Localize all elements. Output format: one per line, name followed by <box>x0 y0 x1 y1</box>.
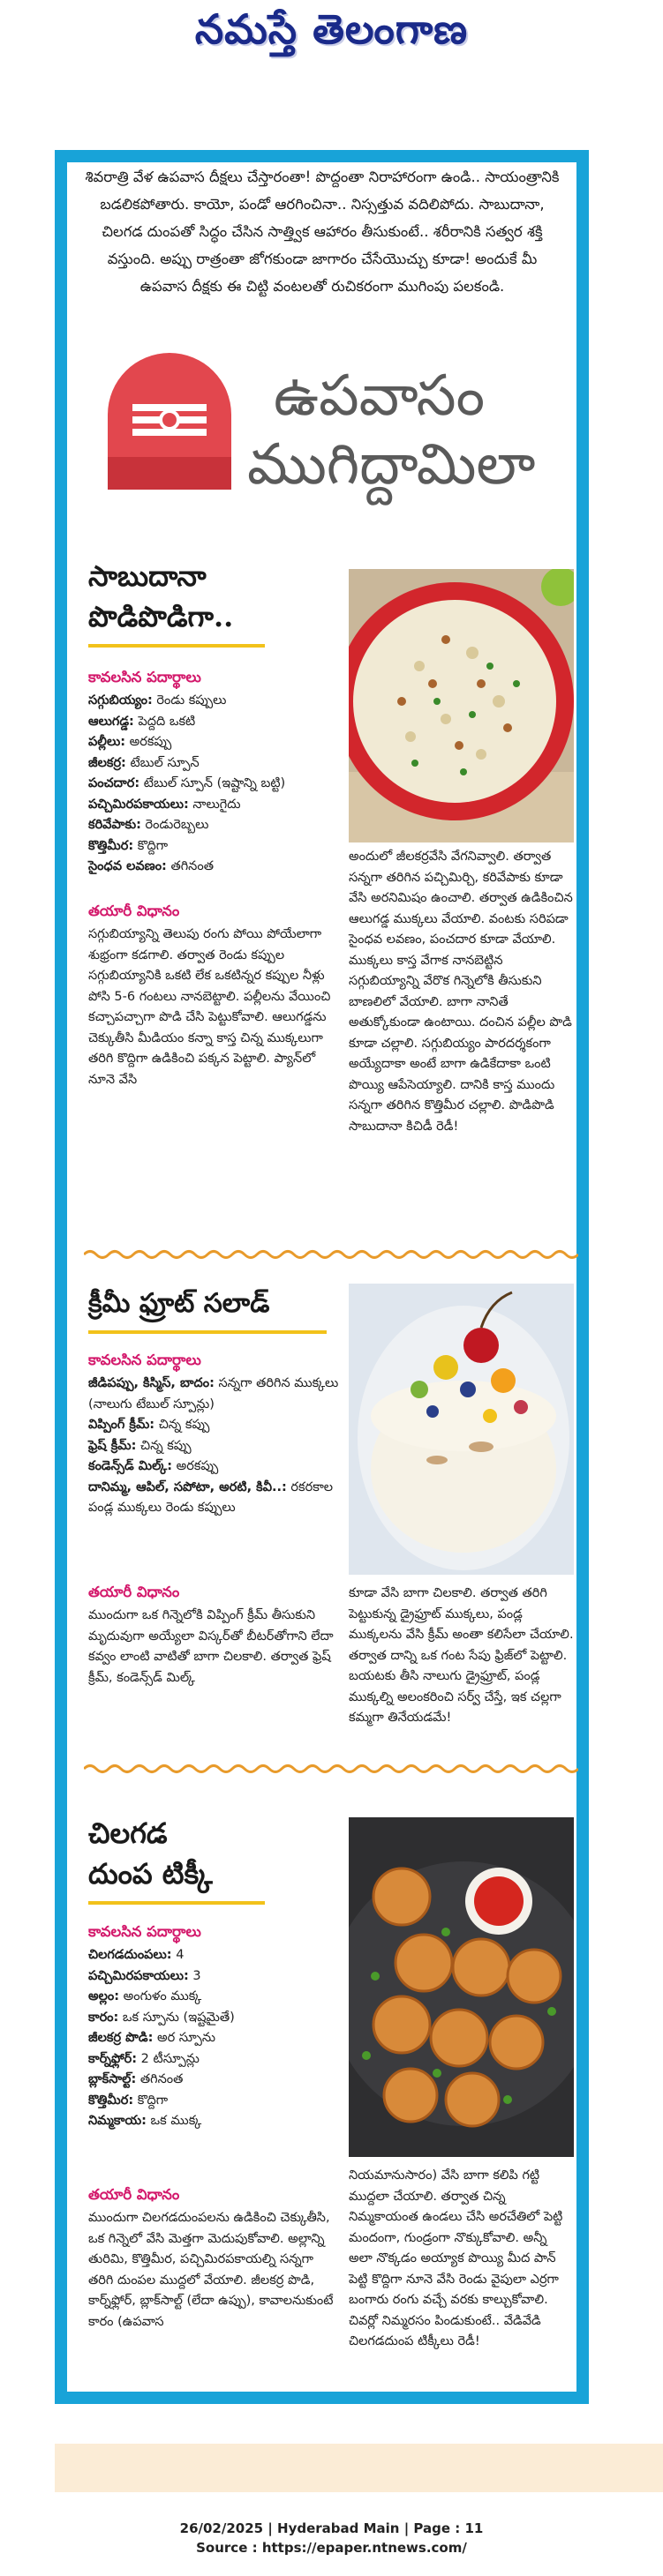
ingredient-item: విప్పింగ్‌ క్రీమ్‌: చిన్న కప్పు <box>88 1418 210 1432</box>
ingredient-item: పంచదార: టేబుల్‌ స్పూన్‌ (ఇష్టాన్ని బట్టి) <box>88 776 286 790</box>
ingredient-item: జీలకర్ర పొడి: అర స్పూను <box>88 2031 216 2045</box>
section-divider <box>84 1248 578 1261</box>
recipe1-photo <box>349 569 574 842</box>
footer-date-line: 26/02/2025 | Hyderabad Main | Page : 11 <box>179 2520 484 2536</box>
recipe3-title-line2: దుంప టిక్కీ <box>88 1857 213 1891</box>
ingredient-item: జీలకర్ర: టేబుల్‌ స్పూన్‌ <box>88 755 200 770</box>
page-footer <box>0 2519 663 2557</box>
recipe3-title-underline <box>88 1901 265 1905</box>
ingredient-item: కండెన్స్‌డ్‌ మిల్క్‌: అరకప్పు <box>88 1459 219 1473</box>
recipe3-photo <box>349 1817 574 2157</box>
recipe1-title-line1: సాబుదానా <box>88 559 207 593</box>
recipe3-ingredients-list <box>88 1945 340 2132</box>
ingredient-item: కారం: ఒక స్పూను (ఇష్టమైతే) <box>88 2010 235 2025</box>
recipe1-title <box>88 556 233 637</box>
ingredient-item: పచ్చిమిరపకాయలు: నాలుగైదు <box>88 797 241 812</box>
ingredient-item: కార్న్‌ఫ్లోర్‌: 2 టీస్పూన్లు <box>88 2051 200 2066</box>
recipe2-ingredients-heading: కావలసిన పదార్థాలు <box>88 1352 201 1368</box>
section-divider <box>84 1763 578 1775</box>
recipe3-ingredients-heading: కావలసిన పదార్థాలు <box>88 1923 201 1940</box>
ingredient-item: చిలగడదుంపలు: 4 <box>88 1948 185 1962</box>
recipe3-title <box>88 1813 213 1894</box>
recipe3-method-left: ముందుగా చిలగడదుంపలను ఉడికించి చెక్కుతీసి, ఒక గిన్నెలో వేసి మెత్తగా మెదుపుకోవాలి. అల్లాన్ని తురిమి, కొత్తిమీర, పచ్చిమిరపకాయల్ని సన్నగా తరిగి దుంపల ముద్దలో వేయాలి. జీలకర్ర పొడి, కార్న్‌ఫ్లోర్‌, బ్లాక్‌సాల్ట్‌ (లేదా ఉప్పు), కావాలనుకుంటే కారం (ఉపవాస <box>88 2211 334 2329</box>
recipe1-method-left: సగ్గుబియ్యాన్ని తెలుపు రంగు పోయి పోయేలాగా శుభ్రంగా కడగాలి. తర్వాత రెండు కప్పుల సగ్గుబియ్యానికి ఒకటి లేక ఒకటిన్నర కప్పుల నీళ్లు పోసి 5-6 గంటలు నానబెట్టాలి. పల్లీలను వేయించి కచ్చాపచ్చాగా పొడి చేసి పెట్టుకోవాలి. ఆలుగడ్డను చెక్కుతీసి మీడియం కన్నా కాస్త చిన్న ముక్కలుగా తరిగి కొద్దిగా ఉడికించి పక్కన పెట్టాలి. ప్యాన్‌లో నూనె వేసి <box>88 927 331 1087</box>
ingredient-item: ఫ్రెష్‌ క్రీమ్‌: చిన్న కప్పు <box>88 1438 192 1453</box>
next-article-strip <box>55 2444 663 2492</box>
masthead <box>0 0 663 84</box>
recipe1-method-heading: తయారీ విధానం <box>88 902 180 919</box>
frame-bottom-border <box>55 2392 589 2404</box>
recipe2-method-left: ముందుగా ఒక గిన్నెలోకి విప్పింగ్‌ క్రీమ్‌ తీసుకుని మృదువుగా అయ్యేలా విస్కర్‌తో బీటర్‌తోగాని లేదా కవ్వం లాంటి వాటితో బాగా చిలకాలి. తర్వాత ఫ్రెష్‌ క్రీమ్‌, కండెన్స్‌డ్‌ మిల్క్‌ <box>88 1608 334 1685</box>
feature-title-line2: ముగిద్దామిలా <box>247 432 536 498</box>
ingredient-item: దానిమ్మ, ఆపిల్‌, సపోటా, అరటి, కివీ..: రకరకాల పండ్ల ముక్కలు రెండు కప్పులు <box>88 1479 334 1515</box>
ingredient-item: కొత్తిమీర: కొద్దిగా <box>88 838 169 853</box>
ingredient-item: అల్లం: అంగుళం ముక్క <box>88 1989 202 2003</box>
footer-source-line: Source : https://epaper.ntnews.com/ <box>196 2540 467 2556</box>
ingredient-item: కరివేపాకు: రెండురెబ్బలు <box>88 818 209 832</box>
recipe2-title: క్రీమీ ఫ్రూట్‌ సలాడ్‌ <box>88 1288 270 1319</box>
ingredient-item: సగ్గుబియ్యం: రెండు కప్పులు <box>88 693 227 708</box>
intro-paragraph: శివరాత్రి వేళ ఉపవాస దీక్షలు చేస్తారంతా! పొద్దంతా నిరాహారంగా ఉండి.. సాయంత్రానికి బడలికపోతారు. కాయో, పండో ఆరగించినా.. నిస్సత్తువ వదిలిపోదు. సాబుదానా, చిలగడ దుంపతో సిద్ధం చేసిన సాత్త్విక ఆహారం తీసుకుంటే.. శరీరానికి సత్వర శక్తి వస్తుంది. అప్పు రాత్రంతా జోగకుండా జాగారం చేసేయొచ్చు కూడా! అందుకే మీ ఉపవాస దీక్షకు ఈ చిట్టి వంటలతో రుచికరంగా ముగింపు పలకండి. <box>85 168 560 295</box>
recipe2-photo <box>349 1284 574 1575</box>
ingredient-item: సైంధవ లవణం: తగినంత <box>88 859 214 873</box>
recipe3-title-line1: చిలగడ <box>88 1816 168 1850</box>
recipe2-ingredients-list <box>88 1374 340 1519</box>
ingredient-item: పచ్చిమిరపకాయలు: 3 <box>88 1968 201 1983</box>
recipe2-method-right: కూడా వేసి బాగా చిలకాలి. తర్వాత తరిగి పెట్టుకున్న డ్రైఫ్రూట్‌ ముక్కలు, పండ్ల ముక్కలను వేసి క్రీమ్‌ అంతా కలిసేలా చేయాలి. తర్వాత దాన్ని ఒక గంట సేపు ఫ్రిజ్‌లో పెట్టాలి. బయటకు తీసి నాలుగు డ్రైఫ్రూట్‌, పండ్ల ముక్కల్ని అలంకరించి సర్వ్‌ చేస్తే, ఇక చల్లగా కమ్మగా తినేయడమే! <box>349 1586 574 1725</box>
recipe1-title-underline <box>88 644 265 648</box>
recipe2-title-underline <box>88 1330 327 1334</box>
recipe1-method-right: అందులో జీలకర్రవేసి వేగనివ్వాలి. తర్వాత సన్నగా తరిగిన పచ్చిమిర్చి, కరివేపాకు కూడా వేసి అరనిమిషం ఉంచాలి. తర్వాత ఉడికించిన ఆలుగడ్డ ముక్కలు వేయాలి. వంటకు సరిపడా సైంధవ లవణం, పంచదార కూడా వేయాలి. ముక్కలు కాస్త వేగాక నానబెట్టిన సగ్గుబియ్యాన్ని వేరొక గిన్నెలోకి తీసుకుని బాణలిలో వేయాలి. బాగా నానితే అతుక్కోకుండా ఉంటాయి. దంచిన పల్లీల పొడి కూడా చల్లాలి. సగ్గుబియ్యం పారదర్శకంగా అయ్యేదాకా అంటే బాగా ఉడికేదాకా ఒంటి పొయ్యి ఆపేసెయ్యాలి. దానికి కాస్త ముందు సన్నగా తరిగిన కొత్తిమీర చల్లాలి. పొడిపొడి సాబుదానా కిచిడీ రెడీ! <box>349 850 573 1134</box>
masthead-title: నమస్తే తెలంగాణ <box>194 5 469 53</box>
feature-title-line1: ఉపవాసం <box>274 363 486 429</box>
ingredient-item: బ్లాక్‌సాల్ట్‌: తగినంత <box>88 2072 184 2086</box>
ingredient-item: నిమ్మకాయ: ఒక ముక్క <box>88 2114 202 2128</box>
ingredient-item: ఆలుగడ్డ: పెద్దది ఒకటి <box>88 714 196 729</box>
recipe1-ingredients-heading: కావలసిన పదార్థాలు <box>88 669 201 685</box>
ingredient-item: జీడిపప్పు, కిస్మిస్‌, బాదం: సన్నగా తరిగిన ముక్కలు (నాలుగు టేబుల్‌ స్పూన్లు) <box>88 1376 339 1412</box>
ingredient-item: కొత్తిమీర: కొద్దిగా <box>88 2093 169 2108</box>
recipe3-method-heading: తయారీ విధానం <box>88 2186 180 2203</box>
feature-title <box>247 362 583 499</box>
recipe3-method-right: నియమానుసారం) వేసి బాగా కలిపి గట్టి ముద్దలా చేయాలి. తర్వాత చిన్న నిమ్మకాయంత ఉండలు చేసి అరచేతిలో పెట్టి మందంగా, గుండ్రంగా నొక్కుకోవాలి. అన్నీ అలా నొక్కడం అయ్యాక పొయ్యి మీద పాన్‌ పెట్టి కొద్దిగా నూనె వేసి రెండు వైపులా ఎర్రగా బంగారు రంగు వచ్చే వరకు కాల్చుకోవాలి. చివర్లో నిమ్మరసం పిండుకుంటే.. వేడివేడి చిలగడదుంప టిక్కీలు రెడీ! <box>349 2168 563 2348</box>
recipe1-title-line2: పొడిపొడిగా.. <box>88 600 234 633</box>
ingredient-item: పల్లీలు: అరకప్పు <box>88 735 172 749</box>
recipe2-method-heading: తయారీ విధానం <box>88 1584 180 1600</box>
shivalinga-logo-icon <box>108 353 231 490</box>
recipe1-ingredients-list <box>88 691 340 878</box>
frame-top-border <box>55 150 589 162</box>
